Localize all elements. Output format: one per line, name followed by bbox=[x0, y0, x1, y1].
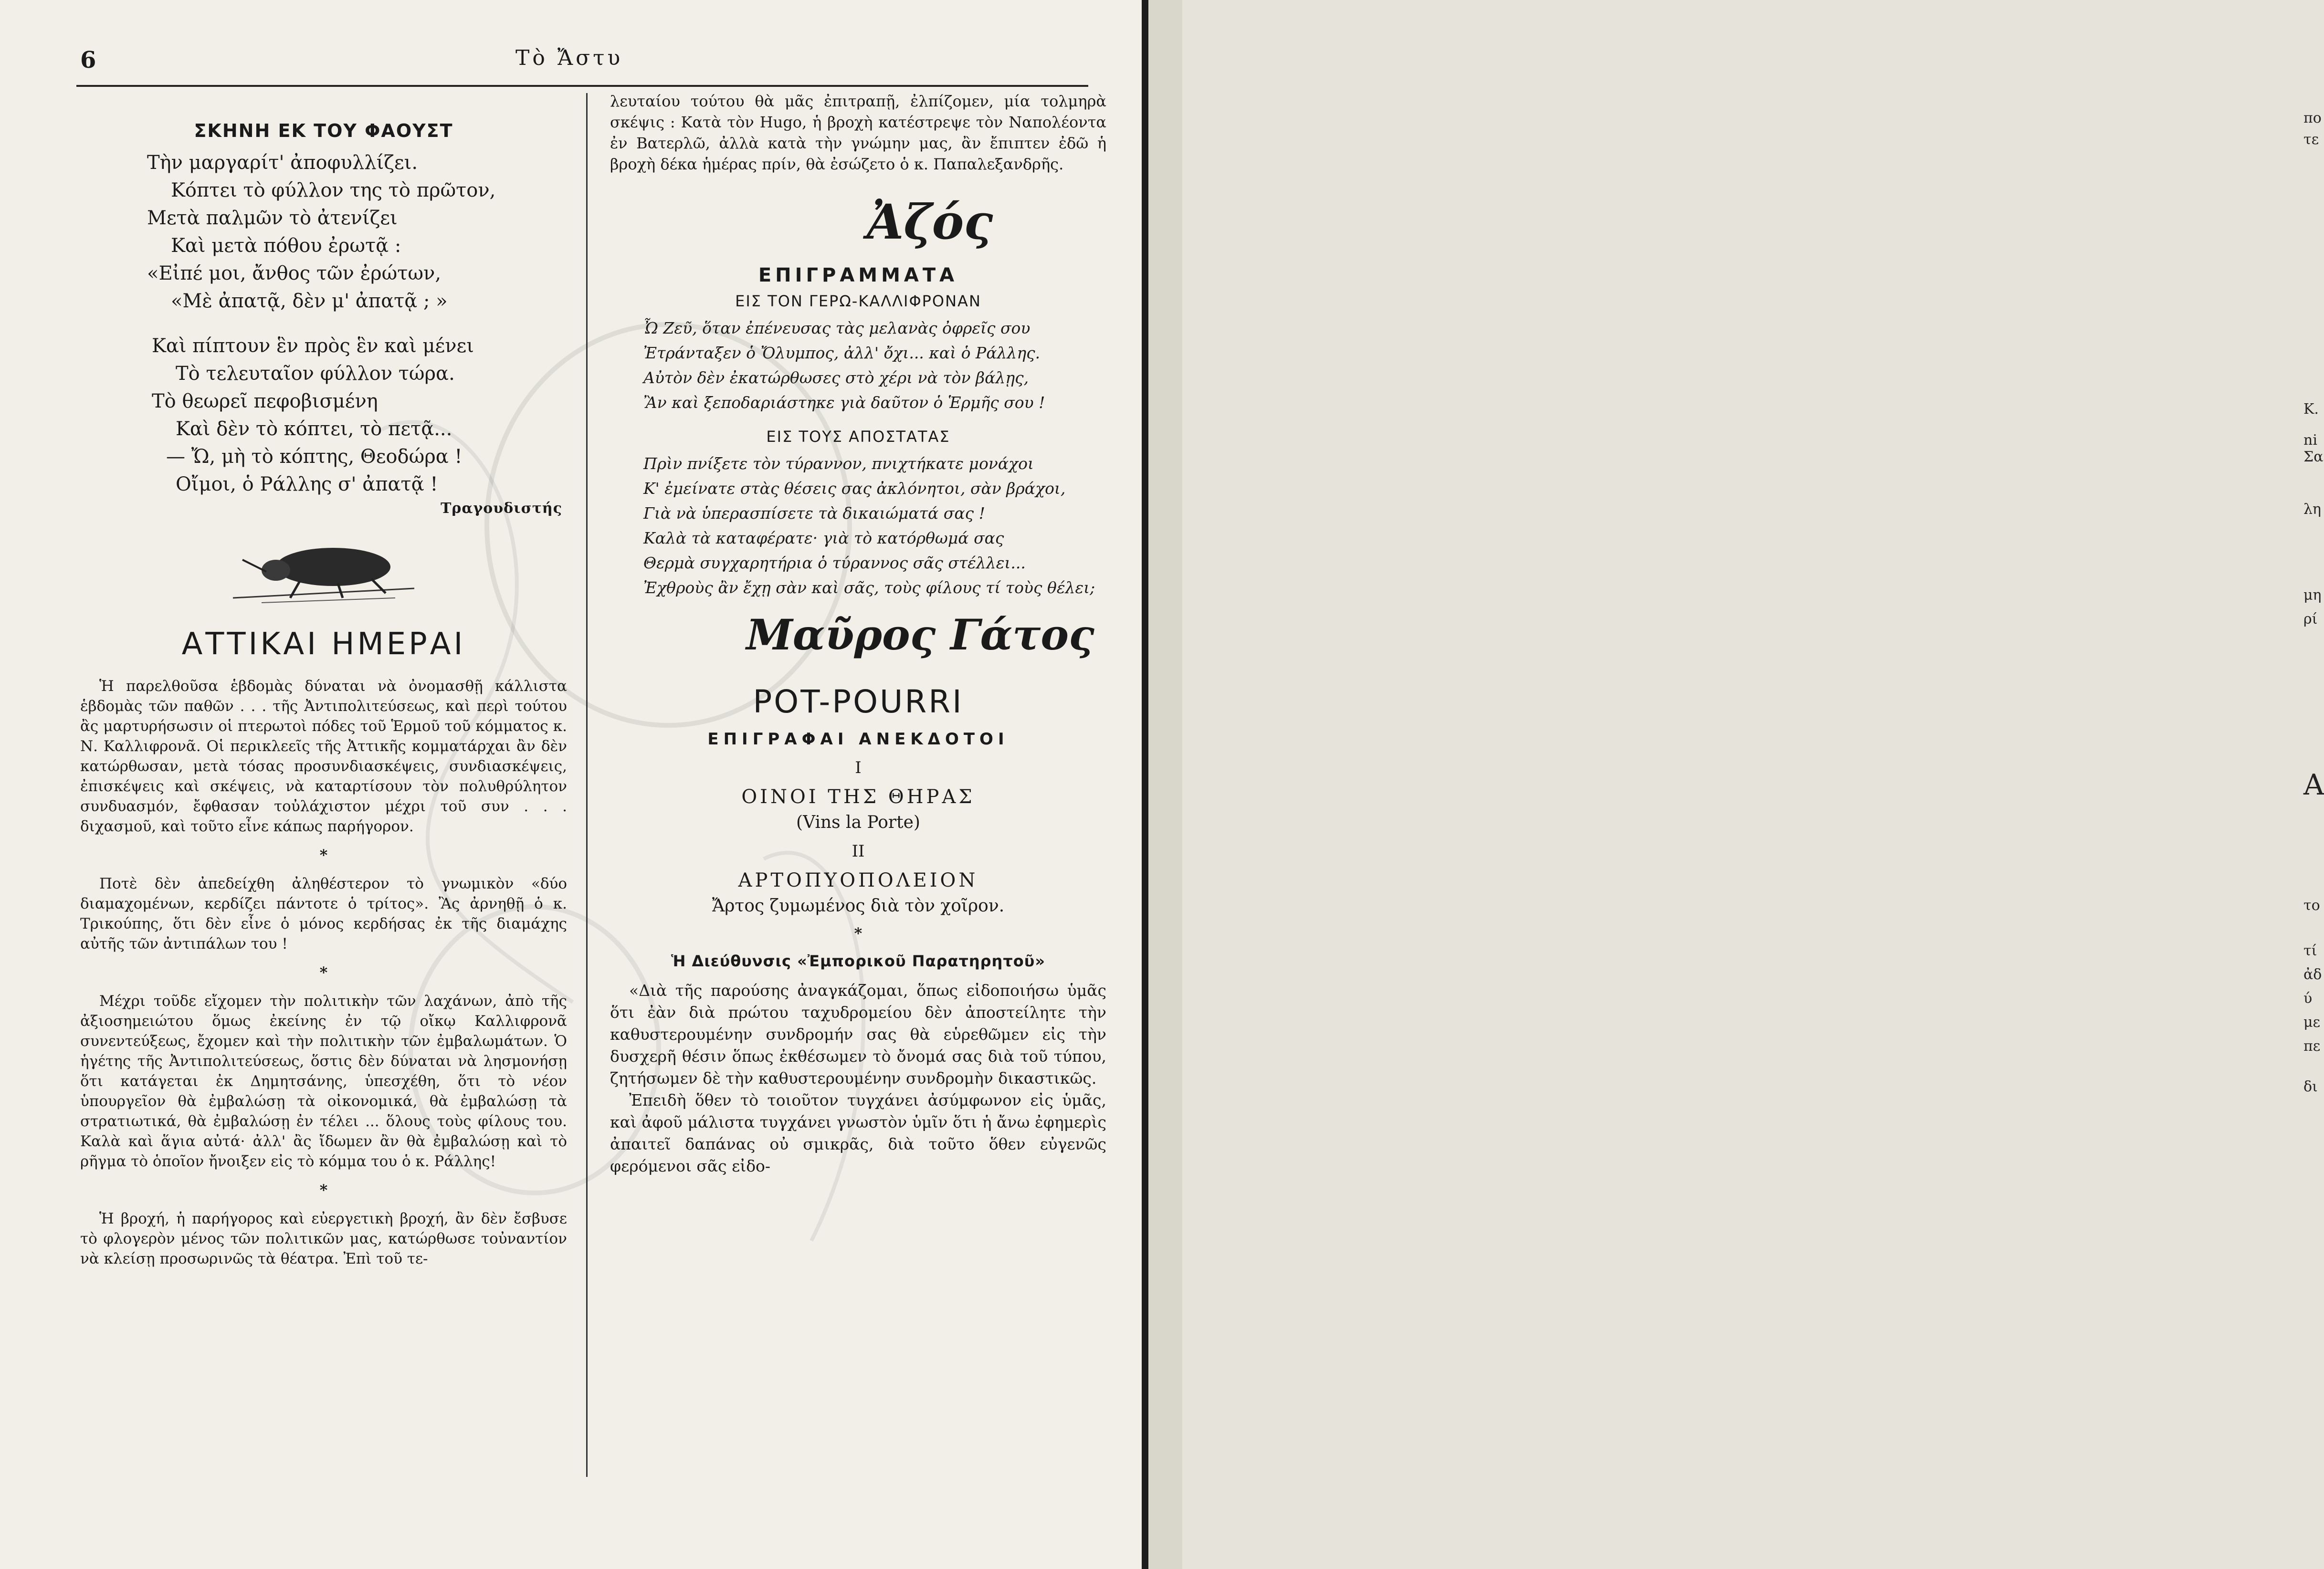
epigram-line: Ἂν καὶ ξεποδαριάστηκε γιὰ δαῦτον ὁ Ἑρμῆς σου ! bbox=[643, 393, 1045, 412]
edge-fragment: ἀδ bbox=[2303, 966, 2322, 983]
paragraph: Ἐπειδὴ ὅθεν τὸ τοιοῦτον τυγχάνει ἀσύμφωνον εἰς ὑμᾶς, καὶ ἀφοῦ μάλιστα τυγχάνει γνωστὸν ὑμῖν ὅτι ἡ ἄνω ἐφημερὶς ἀπαιτεῖ δαπάνας οὐ σμικρᾶς, διὰ τοῦτο ὅθεν εὐγενῶς φερόμενοι σᾶς εἰδο- bbox=[610, 1091, 1106, 1175]
next-page-edge bbox=[1148, 0, 2324, 1569]
edge-fragment: τί bbox=[2303, 942, 2317, 959]
epigram-2 bbox=[610, 451, 1106, 600]
epigram-line: Πρὶν πνίξετε τὸν τύραννον, πνιχτήκατε μονάχοι bbox=[643, 454, 1034, 473]
edge-fragment: ni bbox=[2303, 432, 2317, 449]
poem-stanza-2 bbox=[80, 332, 567, 498]
edge-fragment: ύ bbox=[2303, 990, 2313, 1007]
paragraph: Ποτὲ δὲν ἀπεδείχθη ἀληθέστερον τὸ γνωμικὸν «δύο διαμαχομένων, κερδίζει πάντοτε ὁ τρίτος». Ἂς ἀρνηθῇ ὁ κ. Τρικούπης, ὅτι δὲν εἶνε ὁ μόνος κερδήσας ἐκ τῆς διαμάχης αὐτῆς τῶν ἀντιπάλων του ! bbox=[80, 875, 567, 952]
epigram-line: Ὦ Ζεῦ, ὅταν ἐπένευσας τὰς μελανὰς ὀφρεῖς σου bbox=[643, 319, 1031, 337]
letter-heading: Ἡ Διεύθυνσις «Ἐμπορικοῦ Παρατηρητοῦ» bbox=[671, 952, 1046, 970]
separator-star: * bbox=[854, 924, 862, 942]
epigram-line: Ἐχθροὺς ἂν ἔχῃ σὰν καὶ σᾶς, τοὺς φίλους τί τοὺς θέλει; bbox=[643, 578, 1095, 597]
pot-pourri-heading: POT-POURRI bbox=[753, 683, 964, 720]
epigram-line: Αὐτὸν δὲν ἐκατώρθωσες στὸ χέρι νὰ τὸν βάλῃς, bbox=[643, 368, 1029, 387]
edge-fragment: πε bbox=[2303, 1038, 2321, 1055]
item-title: ΑΡΤΟΠΥΟΠΟΛΕΙΟΝ bbox=[738, 869, 978, 891]
edge-fragment: λη bbox=[2303, 501, 2321, 518]
edge-fragment: με bbox=[2303, 1014, 2321, 1031]
edge-fragment: Σα bbox=[2303, 449, 2324, 465]
roman-numeral: I bbox=[855, 758, 862, 777]
pot-pourri-subheading: ΕΠΙΓΡΑΦΑΙ ΑΝΕΚΔΟΤΟΙ bbox=[707, 730, 1009, 749]
epigram-1 bbox=[610, 316, 1106, 415]
edge-fragment: πο bbox=[2303, 110, 2322, 126]
attikai-article bbox=[80, 676, 567, 1269]
poem-signature: Τραγουδιστής bbox=[441, 500, 562, 517]
column-divider bbox=[586, 93, 588, 1477]
poem-line: Τὴν μαργαρίτ' ἀποφυλλίζει. bbox=[147, 152, 418, 174]
poem-line: Τὸ θεωρεῖ πεφοβισμένη bbox=[152, 390, 378, 412]
paragraph: «Διὰ τῆς παρούσης ἀναγκάζομαι, ὅπως εἰδοποιήσω ὑμᾶς ὅτι ἐὰν διὰ πρώτου ταχυδρομείου δὲν ἀποστείλητε τὴν καθυστερουμένην συνδρομήν σας θὰ εὑρεθῶμεν εἰς τὴν δυσχερῆ θέσιν ὅπως ἐκθέσωμεν τὸ ὄνομά σας διὰ τοῦ τύπου, ζητήσωμεν δὲ τὴν καθυστερουμένην συνδρομὴν δικαστικῶς. bbox=[610, 981, 1106, 1088]
poem-line: Τὸ τελευταῖον φύλλον τώρα. bbox=[176, 363, 455, 385]
poem-line: Μετὰ παλμῶν τὸ ἀτενίζει bbox=[147, 207, 398, 229]
binding-spine bbox=[1142, 0, 1148, 1569]
paragraph: λευταίου τούτου θὰ μᾶς ἐπιτραπῇ, ἐλπίζομεν, μία τολμηρὰ σκέψις : Κατὰ τὸν Hugo, ἡ βροχὴ κατέστρεψε τὸν Ναπολέοντα ἐν Βατερλῶ, ἀλλὰ κατὰ τὴν γνώμην μας, ἂν ἔπιπτεν ἐδῶ ἡ βροχὴ δέκα ἡμέρας πρίν, θὰ ἐσώζετο ὁ κ. Παπαλεξανδρῆς. bbox=[610, 92, 1106, 173]
paragraph: Μέχρι τοῦδε εἴχομεν τὴν πολιτικὴν τῶν λαχάνων, ἀπὸ τῆς ἀξιοσημειώτου ὅμως ἐκείνης ἐν τῷ οἴκῳ Καλλιφρονᾶ συνεντεύξεως, ἔχομεν καὶ τὴν πολιτικὴν τῶν ἐμβαλωμάτων. Ὁ ἡγέτης τῆς Ἀντιπολιτεύσεως, ὅστις δὲν δύναται νὰ λησμονήσῃ ὅτι κατάγεται ἐκ Δημητσάνης, ὑπεσχέθη, ὅτι τὸ νέον ὑπουργεῖον θὰ ἐμβαλώσῃ τὰ οἰκονομικά, θὰ ἐμβαλώσῃ τὰ στρατιωτικά, θὰ ἐμβαλώσῃ ἐν τέλει ... ὅλους τοὺς φίλους του. Καλὰ καὶ ἅγια αὐτά· ἀλλ' ἂς ἴδωμεν ἂν θὰ ἐμβαλώσῃ καὶ τὸ ρῆγμα τὸ ὁποῖον ἤνοιξεν εἰς τὸ κόμμα του ὁ κ. Ράλλης! bbox=[80, 993, 567, 1170]
edge-fragment: ρί bbox=[2303, 611, 2318, 628]
poem-line: «Εἰπέ μοι, ἄνθος τῶν ἐρώτων, bbox=[147, 262, 442, 284]
paragraph: Ἡ βροχή, ἡ παρήγορος καὶ εὐεργετικὴ βροχή, ἂν δὲν ἔσβυσε τὸ φλογερὸν μένος τῶν πολιτικῶν μας, κατώρθωσε τοὐναντίον νὰ κλείσῃ προσωρινῶς τὰ θέατρα. Ἐπὶ τοῦ τε- bbox=[80, 1210, 567, 1267]
edge-fragment: δι bbox=[2303, 1078, 2318, 1095]
section-heading-attikai: ΑΤΤΙΚΑΙ ΗΜΕΡΑΙ bbox=[181, 627, 466, 662]
poem-line: Καὶ μετὰ πόθου ἐρωτᾷ : bbox=[171, 235, 401, 257]
left-column bbox=[80, 110, 567, 1269]
separator-star: * bbox=[319, 1181, 328, 1199]
epigram-line: Καλὰ τὰ καταφέρατε· γιὰ τὸ κατόρθωμά σας bbox=[643, 529, 1004, 547]
epigram-title-1: ΕΙΣ ΤΟΝ ΓΕΡΩ-ΚΑΛΛΙΦΡΟΝΑΝ bbox=[735, 292, 981, 310]
letter-body bbox=[610, 980, 1106, 1177]
newspaper-page bbox=[0, 0, 1146, 1569]
epigrammata-heading: ΕΠΙΓΡΑΜΜΑΤΑ bbox=[758, 264, 958, 286]
separator-star: * bbox=[319, 963, 328, 982]
separator-star: * bbox=[319, 846, 328, 864]
edge-fragment: Α bbox=[2303, 768, 2324, 802]
paragraph: Ἡ παρελθοῦσα ἑβδομὰς δύναται νὰ ὀνομασθῇ κάλλιστα ἑβδομὰς τῶν παθῶν . . . τῆς Ἀντιπολιτεύσεως, καὶ περὶ τούτου ἂς μαρτυρήσωσιν οἱ πτερωτοὶ πόδες τοῦ Ἑρμοῦ τοῦ κόμματος κ. Ν. Καλλιφρονᾶ. Οἱ περικλεεῖς τῆς Ἀττικῆς κομματάρχαι ἂν δὲν κατώρθωσαν, μετὰ τόσας προσυνδιασκέψεις, συνδιασκέψεις, ἐπισκέψεις καὶ σκέψεις, νὰ καταρτίσουν τὸν πολυθρύλητον συνδυασμόν, ἔφθασαν τοὐλάχιστον μέχρι τοῦ συν . . . διχασμοῦ, καὶ τοῦτο εἶνε κάπως παρήγορον. bbox=[80, 678, 567, 835]
item-subtitle: (Vins la Porte) bbox=[796, 813, 920, 832]
page-number: 6 bbox=[80, 47, 96, 73]
signature-azos: Ἀζός bbox=[866, 194, 993, 250]
publication-title: Τὸ Ἄστυ bbox=[515, 46, 623, 70]
item-subtitle: Ἄρτος ζυμωμένος διὰ τὸν χοῖρον. bbox=[712, 896, 1005, 916]
signature-mavros-gatos: Μαῦρος Γάτος bbox=[746, 610, 1094, 659]
edge-fragment: το bbox=[2303, 897, 2320, 914]
epigram-line: Ἐτράνταξεν ὁ Ὄλυμπος, ἀλλ' ὄχι... καὶ ὁ Ράλλης. bbox=[643, 344, 1041, 362]
poem-stanza-1 bbox=[80, 149, 567, 315]
edge-fragment: μη bbox=[2303, 587, 2322, 604]
poem-line: Καὶ πίπτουν ἓν πρὸς ἓν καὶ μένει bbox=[152, 335, 474, 357]
item-title: ΟΙΝΟΙ ΤΗΣ ΘΗΡΑΣ bbox=[741, 786, 975, 808]
epigram-line: Θερμὰ συγχαρητήρια ὁ τύραννος σᾶς στέλλει... bbox=[643, 554, 1026, 572]
poem-line: Καὶ δὲν τὸ κόπτει, τὸ πετᾷ... bbox=[176, 418, 452, 440]
continued-paragraph bbox=[610, 91, 1106, 175]
edge-fragment: τε bbox=[2303, 131, 2319, 148]
edge-fragment: Κ. bbox=[2303, 401, 2319, 418]
right-column bbox=[610, 91, 1106, 1177]
roman-numeral: II bbox=[852, 842, 865, 861]
epigram-title-2: ΕΙΣ ΤΟΥΣ ΑΠΟΣΤΑΤΑΣ bbox=[766, 428, 950, 446]
beetle-illustration bbox=[80, 526, 567, 612]
epigram-line: Κ' ἐμείνατε στὰς θέσεις σας ἀκλόνητοι, σὰν βράχοι, bbox=[643, 479, 1066, 498]
poem-line: Οἴμοι, ὁ Ράλλης σ' ἀπατᾷ ! bbox=[176, 473, 438, 495]
scene-title: ΣΚΗΝΗ ΕΚ ΤΟΥ ΦΑΟΥΣΤ bbox=[194, 120, 453, 141]
epigram-line: Γιὰ νὰ ὑπερασπίσετε τὰ δικαιώματά σας ! bbox=[643, 504, 985, 523]
page-header bbox=[0, 43, 1098, 86]
header-rule bbox=[76, 85, 1088, 87]
poem-line: «Μὲ ἀπατᾷ, δὲν μ' ἀπατᾷ ; » bbox=[171, 290, 448, 312]
poem-line: Κόπτει τὸ φύλλον της τὸ πρῶτον, bbox=[171, 179, 496, 201]
poem-line: — Ὤ, μὴ τὸ κόπτης, Θεοδώρα ! bbox=[166, 446, 463, 468]
